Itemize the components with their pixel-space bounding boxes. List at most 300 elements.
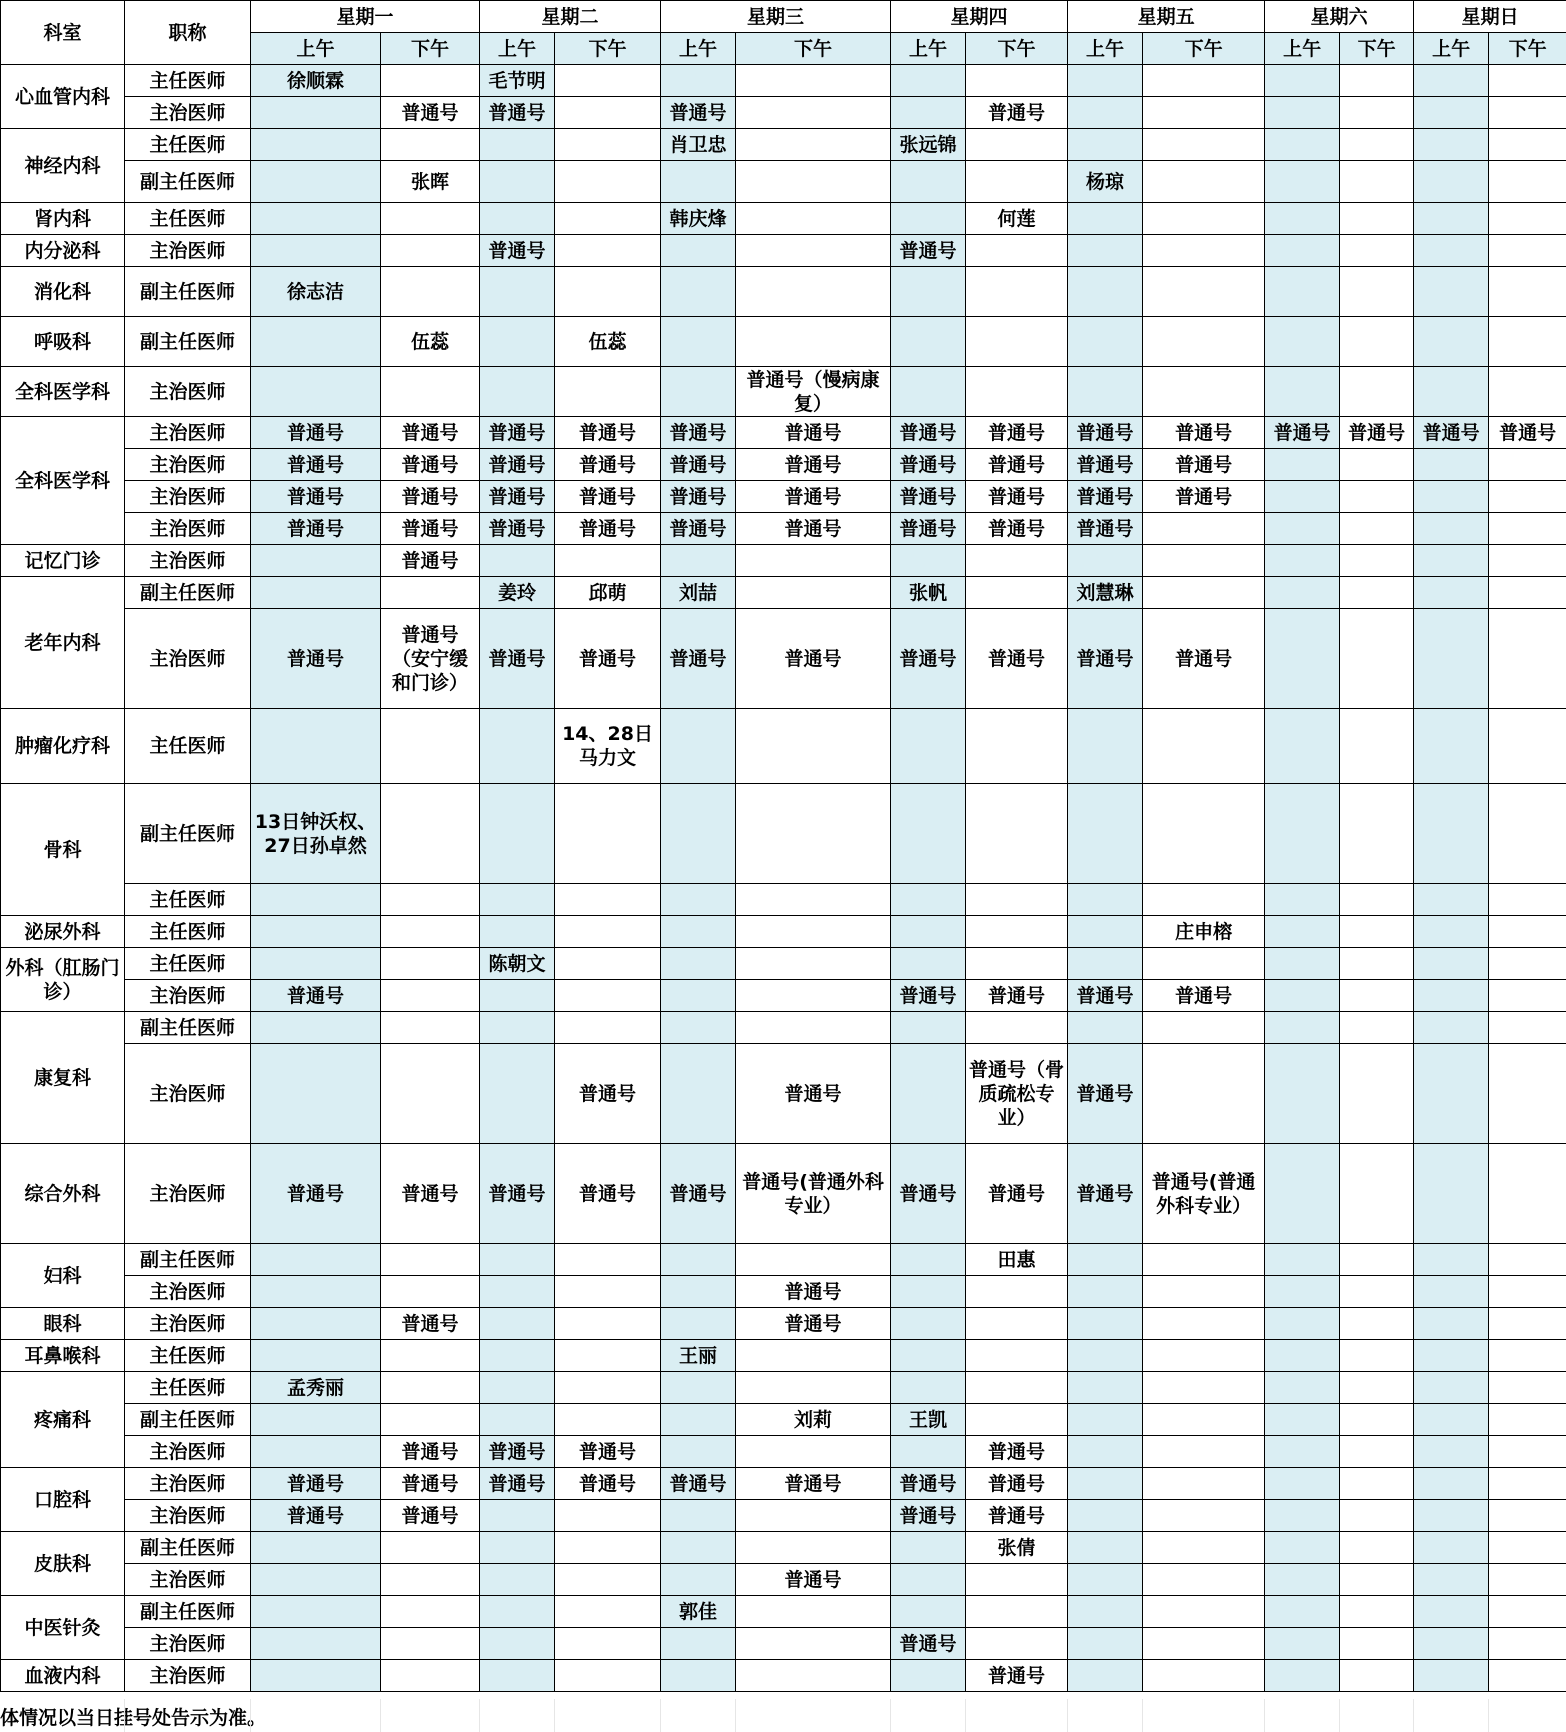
am-header: 上午 xyxy=(1068,33,1143,65)
table-row xyxy=(1,1144,1566,1244)
title-cell: 副主任医师 xyxy=(125,1596,251,1628)
am-slot-cell xyxy=(661,1436,736,1468)
am-slot-cell xyxy=(480,1500,555,1532)
pm-slot-cell xyxy=(1489,449,1566,481)
am-slot-cell: 姜玲 xyxy=(480,577,555,609)
pm-slot-cell xyxy=(736,1012,891,1044)
am-slot-cell xyxy=(1414,1596,1489,1628)
am-slot-cell xyxy=(891,884,966,916)
table-row xyxy=(1,317,1566,367)
am-slot-cell xyxy=(1265,577,1340,609)
title-cell: 主治医师 xyxy=(125,1308,251,1340)
am-slot-cell: 普通号 xyxy=(661,1468,736,1500)
pm-slot-cell xyxy=(736,1596,891,1628)
am-slot-cell xyxy=(480,1404,555,1436)
am-slot-cell: 普通号 xyxy=(480,417,555,449)
department-cell: 泌尿外科 xyxy=(1,916,125,948)
am-header: 上午 xyxy=(480,33,555,65)
am-slot-cell xyxy=(1265,481,1340,513)
pm-slot-cell: 刘莉 xyxy=(736,1404,891,1436)
table-row xyxy=(1,609,1566,709)
am-slot-cell: 普通号 xyxy=(480,609,555,709)
table-row xyxy=(1,916,1566,948)
am-slot-cell: 张帆 xyxy=(891,577,966,609)
am-slot-cell: 普通号 xyxy=(891,1144,966,1244)
pm-slot-cell: 普通号(普通外科专业） xyxy=(1143,1144,1265,1244)
pm-slot-cell xyxy=(555,1340,661,1372)
pm-slot-cell xyxy=(966,1596,1068,1628)
pm-slot-cell xyxy=(555,1308,661,1340)
am-slot-cell: 普通号 xyxy=(891,1628,966,1660)
title-cell: 主治医师 xyxy=(125,97,251,129)
department-cell: 神经内科 xyxy=(1,129,125,203)
am-slot-cell xyxy=(1265,980,1340,1012)
department-cell: 口腔科 xyxy=(1,1468,125,1532)
am-slot-cell xyxy=(891,916,966,948)
title-cell: 副主任医师 xyxy=(125,1244,251,1276)
am-slot-cell: 普通号 xyxy=(480,513,555,545)
pm-slot-cell xyxy=(1340,1404,1414,1436)
pm-slot-cell xyxy=(1489,161,1566,203)
am-slot-cell xyxy=(1414,545,1489,577)
title-cell: 主治医师 xyxy=(125,1564,251,1596)
pm-slot-cell: 普通号 xyxy=(555,1468,661,1500)
pm-slot-cell: 普通号 xyxy=(966,449,1068,481)
pm-slot-cell: 普通号（骨质疏松专业） xyxy=(966,1044,1068,1144)
pm-slot-cell xyxy=(1489,513,1566,545)
pm-slot-cell xyxy=(1489,1468,1566,1500)
pm-slot-cell xyxy=(736,916,891,948)
pm-slot-cell xyxy=(966,1564,1068,1596)
pm-slot-cell xyxy=(966,129,1068,161)
pm-slot-cell xyxy=(736,1500,891,1532)
pm-slot-cell xyxy=(1143,1468,1265,1500)
pm-slot-cell xyxy=(1489,709,1566,784)
am-slot-cell: 普通号 xyxy=(1068,980,1143,1012)
table-row xyxy=(1,1340,1566,1372)
pm-slot-cell: 普通号 xyxy=(555,1436,661,1468)
pm-slot-cell: 普通号 xyxy=(555,513,661,545)
pm-slot-cell xyxy=(1340,267,1414,317)
pm-slot-cell xyxy=(736,1532,891,1564)
pm-slot-cell xyxy=(381,267,480,317)
am-slot-cell xyxy=(1265,1244,1340,1276)
pm-slot-cell xyxy=(555,1564,661,1596)
am-slot-cell xyxy=(1068,784,1143,884)
am-slot-cell xyxy=(480,1532,555,1564)
pm-slot-cell xyxy=(1489,948,1566,980)
am-slot-cell xyxy=(1068,1500,1143,1532)
am-slot-cell xyxy=(1414,577,1489,609)
title-cell: 主治医师 xyxy=(125,367,251,417)
am-slot-cell: 普通号 xyxy=(251,980,381,1012)
am-slot-cell xyxy=(1265,1468,1340,1500)
sheet-gridline xyxy=(1067,1699,1068,1732)
pm-slot-cell xyxy=(1143,1596,1265,1628)
pm-slot-cell: 普通号 xyxy=(381,1436,480,1468)
pm-slot-cell: 普通号 xyxy=(736,609,891,709)
am-slot-cell xyxy=(480,1564,555,1596)
department-cell: 全科医学科 xyxy=(1,367,125,417)
pm-slot-cell xyxy=(736,1628,891,1660)
am-slot-cell xyxy=(1414,1436,1489,1468)
pm-slot-cell: 普通号 xyxy=(1143,980,1265,1012)
title-cell: 主治医师 xyxy=(125,513,251,545)
pm-slot-cell: 普通号 xyxy=(736,1468,891,1500)
am-slot-cell xyxy=(480,1044,555,1144)
pm-slot-cell xyxy=(736,65,891,97)
sheet-gridline xyxy=(735,1699,736,1732)
am-slot-cell xyxy=(251,1436,381,1468)
am-slot-cell xyxy=(1414,948,1489,980)
pm-slot-cell xyxy=(555,1500,661,1532)
pm-slot-cell: 普通号 xyxy=(1340,417,1414,449)
pm-slot-cell xyxy=(1143,1044,1265,1144)
pm-slot-cell: 普通号 xyxy=(1143,449,1265,481)
am-slot-cell xyxy=(1068,129,1143,161)
am-slot-cell xyxy=(1068,317,1143,367)
am-slot-cell: 普通号 xyxy=(1068,417,1143,449)
pm-slot-cell xyxy=(381,1532,480,1564)
pm-slot-cell xyxy=(966,367,1068,417)
am-header: 上午 xyxy=(1414,33,1489,65)
pm-slot-cell xyxy=(1489,1308,1566,1340)
pm-slot-cell: 普通号 xyxy=(555,417,661,449)
pm-slot-cell: 普通号 xyxy=(736,1308,891,1340)
am-slot-cell xyxy=(251,545,381,577)
am-slot-cell xyxy=(251,709,381,784)
pm-slot-cell xyxy=(1143,203,1265,235)
pm-slot-cell xyxy=(1143,1372,1265,1404)
table-row xyxy=(1,161,1566,203)
am-slot-cell xyxy=(1068,1404,1143,1436)
pm-slot-cell xyxy=(1143,545,1265,577)
am-slot-cell xyxy=(661,1628,736,1660)
am-slot-cell xyxy=(891,203,966,235)
pm-slot-cell xyxy=(1340,161,1414,203)
am-slot-cell xyxy=(891,1564,966,1596)
sheet-gridline xyxy=(965,1699,966,1732)
pm-slot-cell xyxy=(736,97,891,129)
pm-slot-cell xyxy=(1489,267,1566,317)
table-row xyxy=(1,1660,1566,1692)
am-slot-cell xyxy=(1265,1596,1340,1628)
sheet-gridline xyxy=(890,1699,891,1732)
title-cell: 主任医师 xyxy=(125,709,251,784)
am-slot-cell xyxy=(1068,1244,1143,1276)
am-slot-cell xyxy=(1068,1308,1143,1340)
am-slot-cell: 徐顺霖 xyxy=(251,65,381,97)
pm-slot-cell: 普通号 xyxy=(555,1044,661,1144)
table-row xyxy=(1,948,1566,980)
pm-slot-cell xyxy=(1489,1372,1566,1404)
pm-slot-cell xyxy=(1340,545,1414,577)
am-slot-cell: 普通号 xyxy=(251,481,381,513)
am-slot-cell xyxy=(480,980,555,1012)
am-slot-cell xyxy=(251,1564,381,1596)
am-slot-cell: 普通号 xyxy=(1068,1044,1143,1144)
table-row xyxy=(1,1276,1566,1308)
pm-slot-cell xyxy=(381,948,480,980)
pm-slot-cell xyxy=(1340,1500,1414,1532)
am-slot-cell: 刘喆 xyxy=(661,577,736,609)
pm-slot-cell xyxy=(1143,577,1265,609)
am-slot-cell xyxy=(1265,267,1340,317)
am-slot-cell xyxy=(251,367,381,417)
pm-slot-cell: 普通号 xyxy=(381,417,480,449)
pm-slot-cell: 普通号 xyxy=(1143,481,1265,513)
pm-slot-cell: 庄申榕 xyxy=(1143,916,1265,948)
pm-slot-cell: 普通号 xyxy=(736,1276,891,1308)
title-cell: 主治医师 xyxy=(125,1436,251,1468)
am-slot-cell: 普通号 xyxy=(1068,513,1143,545)
am-slot-cell xyxy=(251,1244,381,1276)
am-slot-cell xyxy=(480,129,555,161)
pm-slot-cell xyxy=(736,1436,891,1468)
am-slot-cell: 普通号 xyxy=(480,1144,555,1244)
pm-slot-cell xyxy=(1489,1012,1566,1044)
am-slot-cell: 普通号 xyxy=(661,97,736,129)
am-slot-cell: 普通号 xyxy=(1068,481,1143,513)
pm-slot-cell xyxy=(736,1244,891,1276)
sheet-gridline xyxy=(479,1699,480,1732)
pm-slot-cell xyxy=(1489,481,1566,513)
am-slot-cell xyxy=(1068,1596,1143,1628)
am-slot-cell xyxy=(251,1532,381,1564)
pm-slot-cell xyxy=(736,203,891,235)
table-row xyxy=(1,1436,1566,1468)
am-slot-cell xyxy=(661,267,736,317)
pm-slot-cell xyxy=(966,784,1068,884)
pm-slot-cell xyxy=(1489,1564,1566,1596)
pm-slot-cell xyxy=(381,916,480,948)
pm-slot-cell xyxy=(555,129,661,161)
am-slot-cell xyxy=(1265,1404,1340,1436)
pm-slot-cell: 普通号 xyxy=(966,980,1068,1012)
pm-slot-cell xyxy=(381,784,480,884)
pm-slot-cell xyxy=(555,1404,661,1436)
department-cell: 疼痛科 xyxy=(1,1372,125,1468)
pm-slot-cell: 普通号 xyxy=(966,1436,1068,1468)
pm-slot-cell xyxy=(1340,980,1414,1012)
am-slot-cell xyxy=(661,916,736,948)
pm-slot-cell xyxy=(1340,367,1414,417)
department-cell: 呼吸科 xyxy=(1,317,125,367)
pm-slot-cell: 普通号 xyxy=(381,1308,480,1340)
pm-slot-cell xyxy=(555,1532,661,1564)
pm-slot-cell xyxy=(555,1012,661,1044)
pm-slot-cell xyxy=(1340,1468,1414,1500)
pm-slot-cell xyxy=(381,367,480,417)
pm-slot-cell: 普通号 xyxy=(736,449,891,481)
table-row xyxy=(1,1596,1566,1628)
table-row xyxy=(1,784,1566,884)
pm-slot-cell xyxy=(736,235,891,267)
title-cell: 副主任医师 xyxy=(125,161,251,203)
am-slot-cell xyxy=(1414,203,1489,235)
am-slot-cell xyxy=(661,1308,736,1340)
title-cell: 主任医师 xyxy=(125,129,251,161)
am-slot-cell xyxy=(1265,1276,1340,1308)
table-row xyxy=(1,709,1566,784)
pm-slot-cell xyxy=(966,235,1068,267)
pm-slot-cell xyxy=(1143,784,1265,884)
am-slot-cell xyxy=(1265,545,1340,577)
pm-slot-cell xyxy=(1143,1308,1265,1340)
title-cell: 副主任医师 xyxy=(125,1532,251,1564)
am-slot-cell xyxy=(661,1532,736,1564)
pm-slot-cell xyxy=(1143,235,1265,267)
am-slot-cell xyxy=(480,709,555,784)
am-slot-cell xyxy=(1414,980,1489,1012)
pm-slot-cell xyxy=(381,235,480,267)
am-slot-cell: 普通号 xyxy=(891,980,966,1012)
title-cell: 主治医师 xyxy=(125,1144,251,1244)
am-slot-cell xyxy=(891,317,966,367)
title-cell: 主治医师 xyxy=(125,449,251,481)
am-slot-cell xyxy=(1265,161,1340,203)
pm-slot-cell: 普通号 xyxy=(381,513,480,545)
title-cell: 主任医师 xyxy=(125,1372,251,1404)
pm-slot-cell xyxy=(1489,1244,1566,1276)
am-slot-cell: 普通号 xyxy=(661,481,736,513)
am-slot-cell xyxy=(1414,1468,1489,1500)
pm-header: 下午 xyxy=(736,33,891,65)
am-slot-cell xyxy=(661,709,736,784)
pm-slot-cell: 普通号 xyxy=(966,1500,1068,1532)
am-slot-cell xyxy=(480,1660,555,1692)
am-slot-cell xyxy=(661,1500,736,1532)
pm-slot-cell xyxy=(736,267,891,317)
am-slot-cell: 普通号 xyxy=(661,513,736,545)
pm-slot-cell xyxy=(1340,203,1414,235)
am-slot-cell xyxy=(251,203,381,235)
pm-slot-cell xyxy=(1143,267,1265,317)
title-cell: 主任医师 xyxy=(125,1340,251,1372)
am-slot-cell xyxy=(1265,1500,1340,1532)
am-slot-cell xyxy=(661,1276,736,1308)
am-slot-cell xyxy=(891,1596,966,1628)
pm-slot-cell: 张晖 xyxy=(381,161,480,203)
pm-slot-cell xyxy=(381,884,480,916)
pm-slot-cell xyxy=(1340,1244,1414,1276)
table-row xyxy=(1,1372,1566,1404)
am-slot-cell xyxy=(891,1660,966,1692)
am-slot-cell xyxy=(251,1044,381,1144)
department-cell: 骨科 xyxy=(1,784,125,916)
pm-slot-cell xyxy=(1340,129,1414,161)
am-slot-cell: 刘慧琳 xyxy=(1068,577,1143,609)
am-slot-cell xyxy=(1068,884,1143,916)
pm-slot-cell xyxy=(555,916,661,948)
am-slot-cell xyxy=(1068,267,1143,317)
pm-slot-cell: 普通号 xyxy=(381,1144,480,1244)
table-row xyxy=(1,367,1566,417)
pm-slot-cell xyxy=(966,1012,1068,1044)
department-cell: 中医针灸 xyxy=(1,1596,125,1660)
pm-slot-cell xyxy=(1340,1532,1414,1564)
am-slot-cell xyxy=(1265,948,1340,980)
pm-slot-cell xyxy=(1340,513,1414,545)
pm-slot-cell xyxy=(1489,1044,1566,1144)
am-slot-cell xyxy=(1068,1564,1143,1596)
pm-slot-cell: 普通号 xyxy=(381,449,480,481)
department-cell: 皮肤科 xyxy=(1,1532,125,1596)
am-slot-cell: 普通号 xyxy=(1068,609,1143,709)
am-slot-cell xyxy=(1265,1532,1340,1564)
am-slot-cell: 王丽 xyxy=(661,1340,736,1372)
pm-header: 下午 xyxy=(966,33,1068,65)
am-slot-cell xyxy=(480,367,555,417)
am-slot-cell xyxy=(480,884,555,916)
am-slot-cell xyxy=(1414,1012,1489,1044)
am-slot-cell xyxy=(1414,1044,1489,1144)
am-slot-cell xyxy=(1414,1244,1489,1276)
day-header: 星期三 xyxy=(661,1,891,33)
pm-slot-cell xyxy=(1489,235,1566,267)
table-row xyxy=(1,267,1566,317)
am-slot-cell xyxy=(1068,367,1143,417)
pm-slot-cell: 伍蕊 xyxy=(555,317,661,367)
table-row xyxy=(1,203,1566,235)
am-slot-cell xyxy=(1265,129,1340,161)
pm-slot-cell xyxy=(736,545,891,577)
am-header: 上午 xyxy=(251,33,381,65)
am-slot-cell xyxy=(1414,916,1489,948)
pm-slot-cell xyxy=(555,97,661,129)
pm-slot-cell xyxy=(1340,1044,1414,1144)
am-slot-cell xyxy=(891,1436,966,1468)
department-cell: 肿瘤化疗科 xyxy=(1,709,125,784)
pm-slot-cell xyxy=(1340,609,1414,709)
am-slot-cell xyxy=(661,980,736,1012)
pm-slot-cell xyxy=(1143,948,1265,980)
pm-slot-cell xyxy=(1143,1628,1265,1660)
am-slot-cell xyxy=(1068,97,1143,129)
pm-slot-cell xyxy=(1489,884,1566,916)
pm-slot-cell xyxy=(1340,1340,1414,1372)
am-slot-cell xyxy=(1265,1308,1340,1340)
am-slot-cell xyxy=(251,129,381,161)
pm-slot-cell xyxy=(736,129,891,161)
pm-slot-cell xyxy=(966,1372,1068,1404)
pm-slot-cell xyxy=(1340,97,1414,129)
sheet-gridline xyxy=(1339,1699,1340,1732)
title-cell: 主治医师 xyxy=(125,1628,251,1660)
am-slot-cell xyxy=(1414,267,1489,317)
am-slot-cell xyxy=(1414,129,1489,161)
am-slot-cell xyxy=(661,1044,736,1144)
table-row xyxy=(1,235,1566,267)
am-slot-cell xyxy=(480,1276,555,1308)
am-slot-cell xyxy=(891,65,966,97)
pm-slot-cell: 张倩 xyxy=(966,1532,1068,1564)
am-header: 上午 xyxy=(1265,33,1340,65)
pm-slot-cell xyxy=(1489,129,1566,161)
am-slot-cell xyxy=(1265,367,1340,417)
am-slot-cell: 普通号 xyxy=(251,513,381,545)
pm-slot-cell: 普通号（慢病康复） xyxy=(736,367,891,417)
am-slot-cell xyxy=(251,1308,381,1340)
am-slot-cell xyxy=(1414,97,1489,129)
title-cell: 主任医师 xyxy=(125,948,251,980)
pm-slot-cell xyxy=(1340,1308,1414,1340)
pm-slot-cell xyxy=(555,267,661,317)
am-slot-cell xyxy=(1265,203,1340,235)
pm-slot-cell xyxy=(1340,916,1414,948)
pm-slot-cell xyxy=(555,203,661,235)
day-header: 星期四 xyxy=(891,1,1068,33)
